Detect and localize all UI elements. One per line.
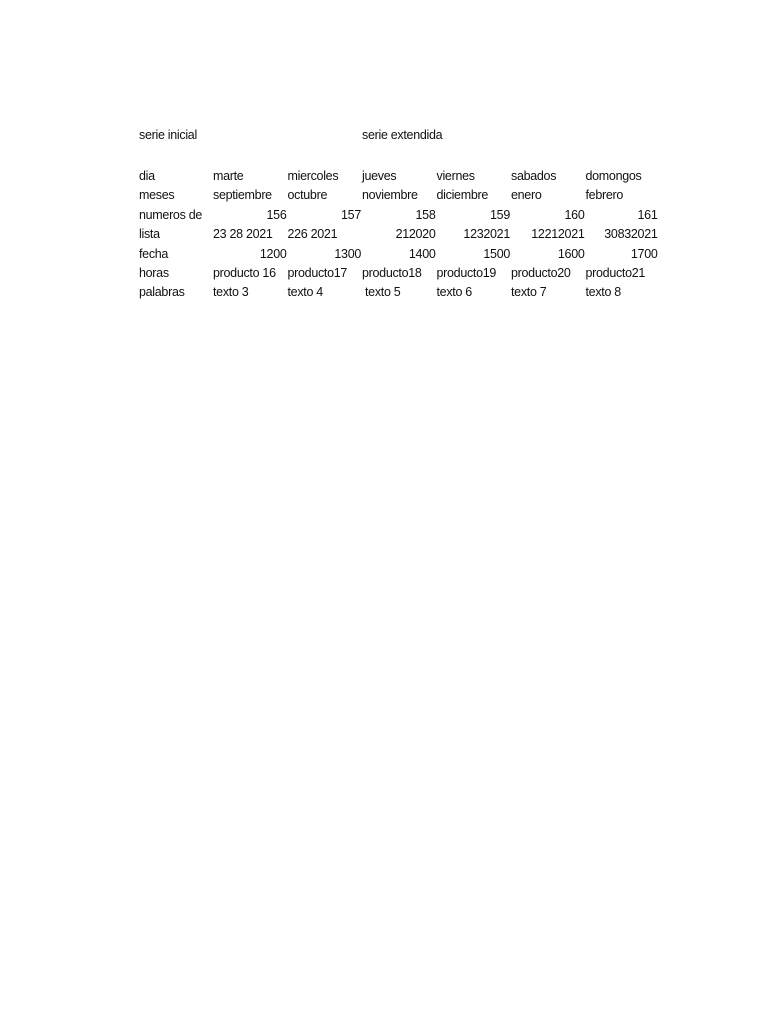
table-cell-text: texto 5 xyxy=(365,285,401,300)
table-cell: miercoles xyxy=(287,169,339,183)
row-label: fecha xyxy=(139,246,169,261)
table-cell: producto19 xyxy=(436,266,497,281)
table-row xyxy=(139,225,659,244)
row-label: horas xyxy=(139,266,169,281)
table-row xyxy=(139,245,659,264)
table-cell: producto18 xyxy=(362,266,422,281)
row-label: meses xyxy=(139,188,175,203)
table-cell: 161 xyxy=(637,207,658,222)
table-cell: texto 4 xyxy=(287,285,323,300)
table-cell: sabados xyxy=(511,169,557,183)
table-cell: producto 16 xyxy=(213,266,276,281)
table-cell: 157 xyxy=(341,207,361,222)
table-cell: producto17 xyxy=(287,266,348,281)
table-cell: diciembre xyxy=(436,188,488,203)
table-cell: 1200 xyxy=(259,246,287,261)
series-table xyxy=(139,167,659,303)
table-cell: 226 2021 xyxy=(287,227,338,242)
row-label: lista xyxy=(139,227,160,242)
table-cell xyxy=(362,283,437,302)
row-label: numeros de xyxy=(139,207,203,222)
table-cell: texto 3 xyxy=(213,285,249,300)
table-row xyxy=(139,186,659,205)
table-cell: 12212021 xyxy=(531,227,585,242)
row-label: palabras xyxy=(139,285,185,300)
table-cell: texto 8 xyxy=(585,285,621,300)
table-cell: enero xyxy=(511,188,542,203)
table-cell: septiembre xyxy=(213,188,272,203)
table-cell: 158 xyxy=(415,207,436,222)
table-cell: 30832021 xyxy=(604,227,658,242)
table-row xyxy=(139,167,659,186)
table-cell: 23 28 2021 xyxy=(213,227,273,242)
table-cell: jueves xyxy=(362,169,397,183)
table-cell: domongos xyxy=(585,169,642,183)
table-cell: 1400 xyxy=(408,246,436,261)
table-cell: texto 7 xyxy=(511,285,547,300)
serie-inicial-heading: serie inicial xyxy=(139,128,197,142)
table-cell: texto 6 xyxy=(436,285,472,300)
table-cell: viernes xyxy=(436,169,475,183)
serie-extendida-heading: serie extendida xyxy=(362,128,443,142)
table-cell: producto20 xyxy=(511,266,571,281)
spreadsheet-content xyxy=(139,128,664,300)
table-cell: 1600 xyxy=(557,246,585,261)
table-row xyxy=(139,206,659,225)
table-cell: 1500 xyxy=(483,246,510,261)
table-cell: noviembre xyxy=(362,188,418,203)
table-cell: octubre xyxy=(287,188,328,203)
table-cell: 212020 xyxy=(395,227,436,242)
table-cell: 156 xyxy=(266,207,287,222)
table-cell: 1300 xyxy=(334,246,361,261)
table-cell: 159 xyxy=(490,207,510,222)
table-cell: producto21 xyxy=(585,266,646,281)
table-cell: febrero xyxy=(585,188,624,203)
table-row xyxy=(139,264,659,283)
table-row xyxy=(139,283,659,302)
table-cell: 1700 xyxy=(630,246,658,261)
table-cell: 160 xyxy=(564,207,585,222)
table-cell: 1232021 xyxy=(463,227,510,242)
header-row xyxy=(139,128,664,148)
row-label: dia xyxy=(139,169,155,183)
table-cell: marte xyxy=(213,169,244,183)
